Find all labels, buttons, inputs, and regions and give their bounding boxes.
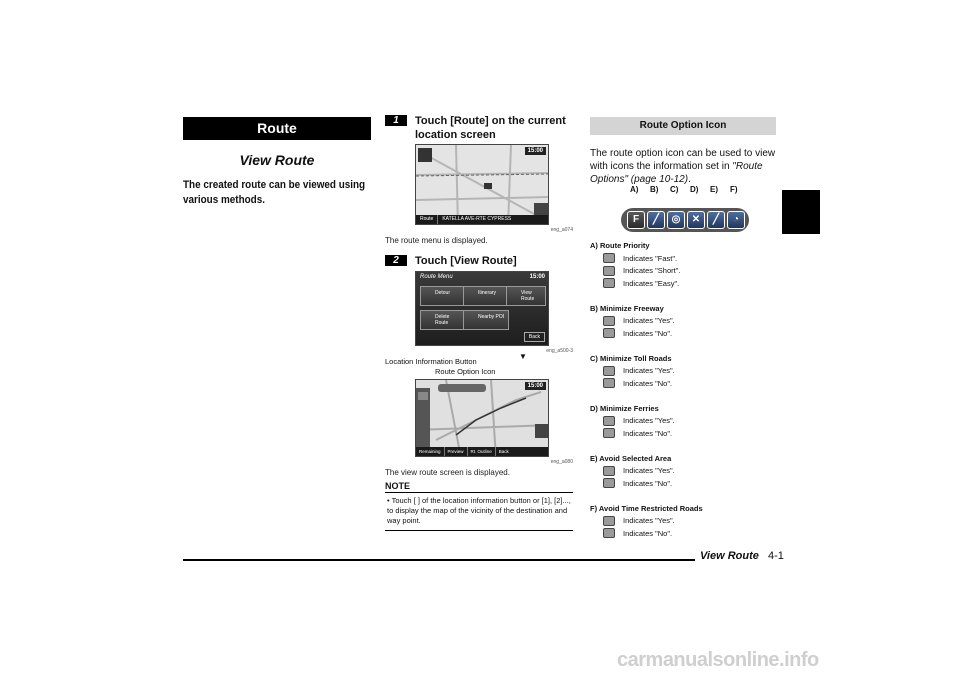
option-line	[590, 315, 780, 328]
letter-f: F)	[730, 185, 738, 194]
option-state-icon	[603, 378, 615, 388]
footer	[700, 550, 784, 562]
route-priority-icon: F	[627, 211, 645, 229]
letter-b: B)	[650, 185, 659, 194]
watermark: carmanualsonline.info	[617, 649, 819, 671]
map-graphic	[416, 145, 549, 225]
option-state-text: Indicates "Short".	[623, 266, 681, 276]
option-line	[590, 465, 780, 478]
option-title: C) Minimize Toll Roads	[590, 353, 672, 363]
left-column	[183, 117, 371, 208]
option-line	[590, 415, 780, 428]
option-state-text: Indicates "Yes".	[623, 366, 675, 376]
back-button[interactable]: Back	[524, 332, 545, 342]
down-arrow: ▼	[519, 352, 527, 361]
option-group	[590, 303, 780, 340]
callout-location-info: Location Information Button	[385, 357, 477, 366]
option-state-text: Indicates "Yes".	[623, 316, 675, 326]
option-state-icon	[603, 278, 615, 288]
page-title: View Route	[239, 152, 315, 168]
route-button[interactable]: Route	[416, 215, 438, 224]
section-banner: Route Option Icon	[590, 117, 776, 135]
section-banner: Route	[183, 117, 371, 140]
remaining-button[interactable]: Remaining	[416, 447, 445, 456]
detour-button[interactable]: Detour	[420, 286, 466, 306]
letter-e: E)	[710, 185, 718, 194]
nearby-poi-button[interactable]: Nearby POI	[463, 310, 509, 330]
note-text: • Touch [ ] of the location information button or [1], [2]..., to display the map of the vicinity of the destination and way point.	[385, 496, 573, 531]
letter-a: A)	[630, 185, 639, 194]
option-line	[590, 527, 780, 540]
option-group	[590, 503, 780, 540]
back-button[interactable]: Back	[498, 449, 509, 454]
minimize-freeway-icon: ╱	[647, 211, 665, 229]
footer-rule	[183, 559, 695, 561]
intro-end: .	[688, 174, 691, 185]
intro-text: The route option icon can be used to view with icons the information set in	[590, 148, 776, 172]
route-menu-screen	[415, 271, 549, 346]
image-code: eng_a080	[550, 459, 573, 465]
route-outline-button[interactable]: Rt. Outline	[468, 447, 496, 456]
option-title: B) Minimize Freeway	[590, 303, 664, 313]
step-1	[385, 114, 573, 142]
option-state-text: Indicates "No".	[623, 428, 673, 438]
clock: 15:00	[525, 147, 546, 155]
option-state-text: Indicates "Easy".	[623, 278, 680, 288]
intro-text: The created route can be viewed using various methods.	[183, 179, 366, 206]
letter-d: D)	[690, 185, 699, 194]
option-state-icon	[603, 266, 615, 276]
view-route-button[interactable]: View Route	[506, 286, 546, 306]
location-screen	[415, 144, 549, 225]
menu-title: Route Menu	[420, 274, 453, 280]
step-number: 1	[385, 115, 407, 126]
step-text: Touch [Route] on the current location screen	[415, 115, 566, 141]
clock: 15:00	[529, 274, 545, 280]
option-state-icon	[603, 528, 615, 538]
option-line	[590, 265, 780, 278]
option-line	[590, 277, 780, 290]
option-group	[590, 240, 780, 290]
option-title: A) Route Priority	[590, 241, 650, 250]
avoid-time-restricted-roads-icon: ◔	[727, 211, 745, 229]
callout-route-option: Route Option Icon	[435, 367, 496, 376]
option-state-icon	[603, 416, 615, 426]
chapter-tab-label: Route	[794, 200, 803, 223]
option-state-icon	[603, 478, 615, 488]
option-state-icon	[603, 428, 615, 438]
route-option-intro	[590, 147, 780, 186]
step-2	[385, 254, 573, 268]
option-state-icon	[603, 516, 615, 526]
option-line	[590, 365, 780, 378]
right-column	[590, 117, 780, 547]
option-state-icon	[603, 253, 615, 263]
letter-c: C)	[670, 185, 679, 194]
option-line	[590, 327, 780, 340]
option-title: D) Minimize Ferries	[590, 403, 659, 413]
option-state-text: Indicates "Fast".	[623, 253, 678, 263]
option-state-icon	[603, 366, 615, 376]
step-1-result: The route menu is displayed.	[385, 236, 488, 245]
option-state-text: Indicates "Yes".	[623, 466, 675, 476]
route-option-icon-strip	[621, 208, 749, 232]
option-state-icon	[603, 466, 615, 476]
avoid-selected-area-icon: ╱	[707, 211, 725, 229]
option-line	[590, 252, 780, 265]
option-line	[590, 477, 780, 490]
delete-route-button[interactable]: Delete Route	[420, 310, 466, 330]
route-option-list	[590, 240, 780, 553]
view-route-screen	[415, 379, 549, 457]
step-text: Touch [View Route]	[415, 255, 517, 267]
clock: 15:00	[525, 382, 546, 390]
itinerary-button[interactable]: Itinerary	[463, 286, 509, 306]
image-code: eng_a074	[550, 227, 573, 233]
option-title: E) Avoid Selected Area	[590, 453, 672, 463]
option-state-icon	[603, 328, 615, 338]
step-2-result: The view route screen is displayed.	[385, 468, 510, 477]
option-group	[590, 403, 780, 440]
option-group	[590, 453, 780, 490]
street-name: KATELLA AVE-RTE CYPRESS	[442, 216, 512, 222]
preview-button[interactable]: Preview	[445, 447, 468, 456]
step-number: 2	[385, 255, 407, 266]
view-route-toolbar	[416, 447, 549, 456]
page-reference[interactable]: "Route Options" (page 10-12)	[590, 161, 763, 185]
option-title: F) Avoid Time Restricted Roads	[590, 503, 703, 513]
location-bar	[416, 215, 549, 224]
image-code: eng_a500-3	[546, 348, 573, 354]
option-line	[590, 515, 780, 528]
option-state-text: Indicates "No".	[623, 378, 673, 388]
page-number: 4-1	[767, 550, 784, 562]
option-group	[590, 353, 780, 390]
map-graphic	[416, 380, 549, 457]
option-state-icon	[603, 316, 615, 326]
option-state-text: Indicates "Yes".	[623, 416, 675, 426]
option-state-text: Indicates "No".	[623, 328, 673, 338]
option-state-text: Indicates "No".	[623, 478, 673, 488]
minimize-toll-roads-icon: ◎	[667, 211, 685, 229]
middle-column	[385, 114, 573, 531]
option-line	[590, 377, 780, 390]
option-state-text: Indicates "No".	[623, 528, 673, 538]
option-line	[590, 427, 780, 440]
footer-title: View Route	[700, 550, 759, 562]
note-label: NOTE	[385, 481, 573, 493]
option-state-text: Indicates "Yes".	[623, 516, 675, 526]
minimize-ferries-icon: ✕	[687, 211, 705, 229]
